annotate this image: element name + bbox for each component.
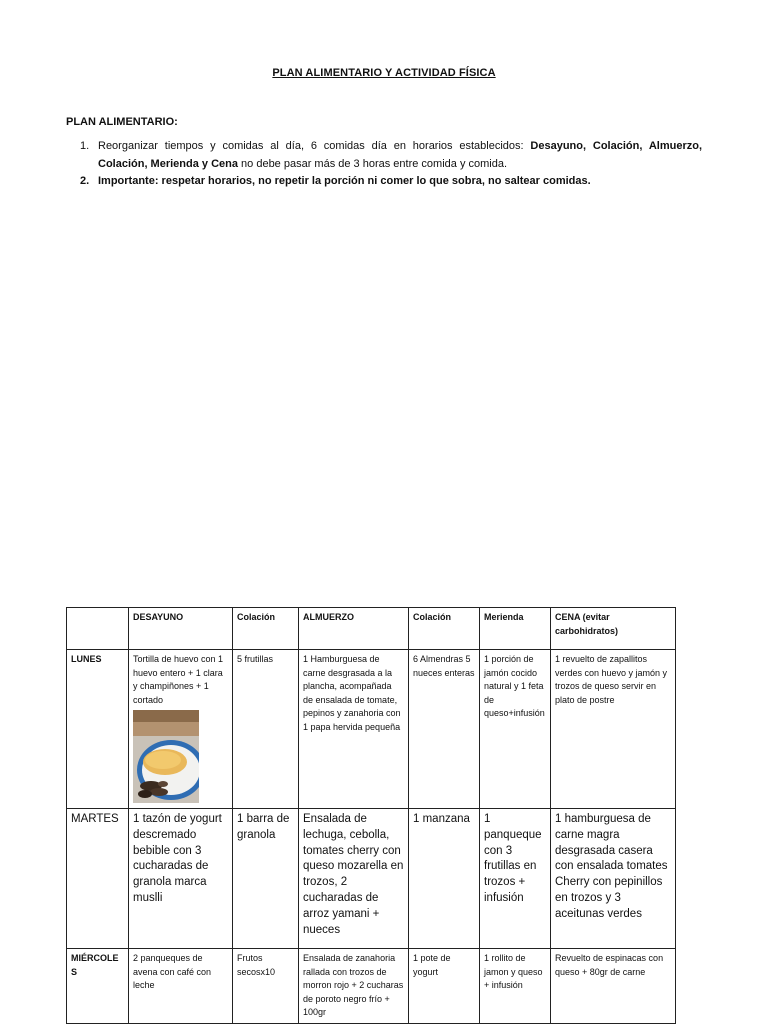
colacion-cell: 1 barra de granola [233, 809, 299, 949]
list-item-bold-text: Desayuno, Colación, Almuerzo, [530, 140, 702, 152]
table-header-row [67, 608, 676, 650]
list-number: 1. [80, 140, 90, 152]
list-item-bold-text: Colación, Merienda y Cena [98, 157, 238, 170]
colacion-cell: 5 frutillas [233, 650, 299, 809]
day-cell: MARTES [67, 809, 129, 949]
meal-plan-table [66, 607, 676, 1024]
table-row [67, 809, 676, 949]
desayuno-cell [129, 650, 233, 809]
list-item-line [98, 158, 507, 170]
almuerzo-cell: Ensalada de zanahoria rallada con trozos de morron rojo + 2 cucharas de poroto negro frío + 100gr [299, 949, 409, 1024]
colacion-cell: 1 pote de yogurt [409, 949, 480, 1024]
table-row [67, 949, 676, 1024]
list-item-text: Reorganizar tiempos y comidas al día, 6 comidas día en horarios establecidos: [98, 140, 531, 152]
almuerzo-cell: 1 Hamburguesa de carne desgrasada a la plancha, acompañada de ensalada de tomate, pepinos y zanahoria con 1 papa hervida pequeña [299, 650, 409, 809]
header-cell: Colación [409, 608, 480, 650]
list-item-text: no debe pasar más de 3 horas entre comida y comida. [237, 157, 508, 170]
merienda-cell: 1 panqueque con 3 frutillas en trozos + infusión [480, 809, 551, 949]
day-cell: MIÉRCOLES [67, 949, 129, 1024]
merienda-cell: 1 rollito de jamon y queso + infusión [480, 949, 551, 1024]
colacion-cell: Frutos secosx10 [233, 949, 299, 1024]
desayuno-cell: 1 tazón de yogurt descremado bebible con 3 cucharadas de granola marca muslli [129, 809, 233, 949]
header-cell [67, 608, 129, 650]
omelet-photo-image [133, 710, 199, 803]
day-cell: LUNES [67, 650, 129, 809]
desayuno-cell: 2 panqueques de avena con café con leche [129, 949, 233, 1024]
document-title: PLAN ALIMENTARIO Y ACTIVIDAD FÍSICA [272, 67, 496, 79]
header-cell: ALMUERZO [299, 608, 409, 650]
list-number: 2. [80, 175, 90, 187]
list-item [66, 138, 702, 173]
colacion-cell: 6 Almendras 5 nueces enteras [409, 650, 480, 809]
cena-cell: 1 hamburguesa de carne magra desgrasada casera con ensalada tomates Cherry con pepinillos en trozos y 3 aceitunas verdes [551, 809, 676, 949]
list-item-line [98, 138, 702, 156]
colacion-cell: 1 manzana [409, 809, 480, 949]
merienda-cell: 1 porción de jamón cocido natural y 1 feta de queso+infusión [480, 650, 551, 809]
cena-cell: Revuelto de espinacas con queso + 80gr de carne [551, 949, 676, 1024]
almuerzo-cell: Ensalada de lechuga, cebolla, tomates cherry con queso mozarella en trozos, 2 cucharadas de arroz yamani + nueces [299, 809, 409, 949]
header-cell: Colación [233, 608, 299, 650]
section-heading: PLAN ALIMENTARIO: [66, 116, 178, 128]
table-row [67, 650, 676, 809]
header-cell: Merienda [480, 608, 551, 650]
cena-cell: 1 revuelto de zapallitos verdes con huevo y jamón y trozos de queso servir en plato de postre [551, 650, 676, 809]
header-cell: CENA (evitar carbohidratos) [551, 608, 676, 650]
cell-text: Tortilla de huevo con 1 huevo entero + 1 clara y champiñones + 1 cortado [133, 654, 224, 705]
list-item [66, 173, 702, 191]
list-item-text: Importante: respetar horarios, no repetir la porción ni comer lo que sobra, no saltear comidas. [98, 175, 591, 187]
header-cell: DESAYUNO [129, 608, 233, 650]
instructions-list [66, 138, 702, 191]
